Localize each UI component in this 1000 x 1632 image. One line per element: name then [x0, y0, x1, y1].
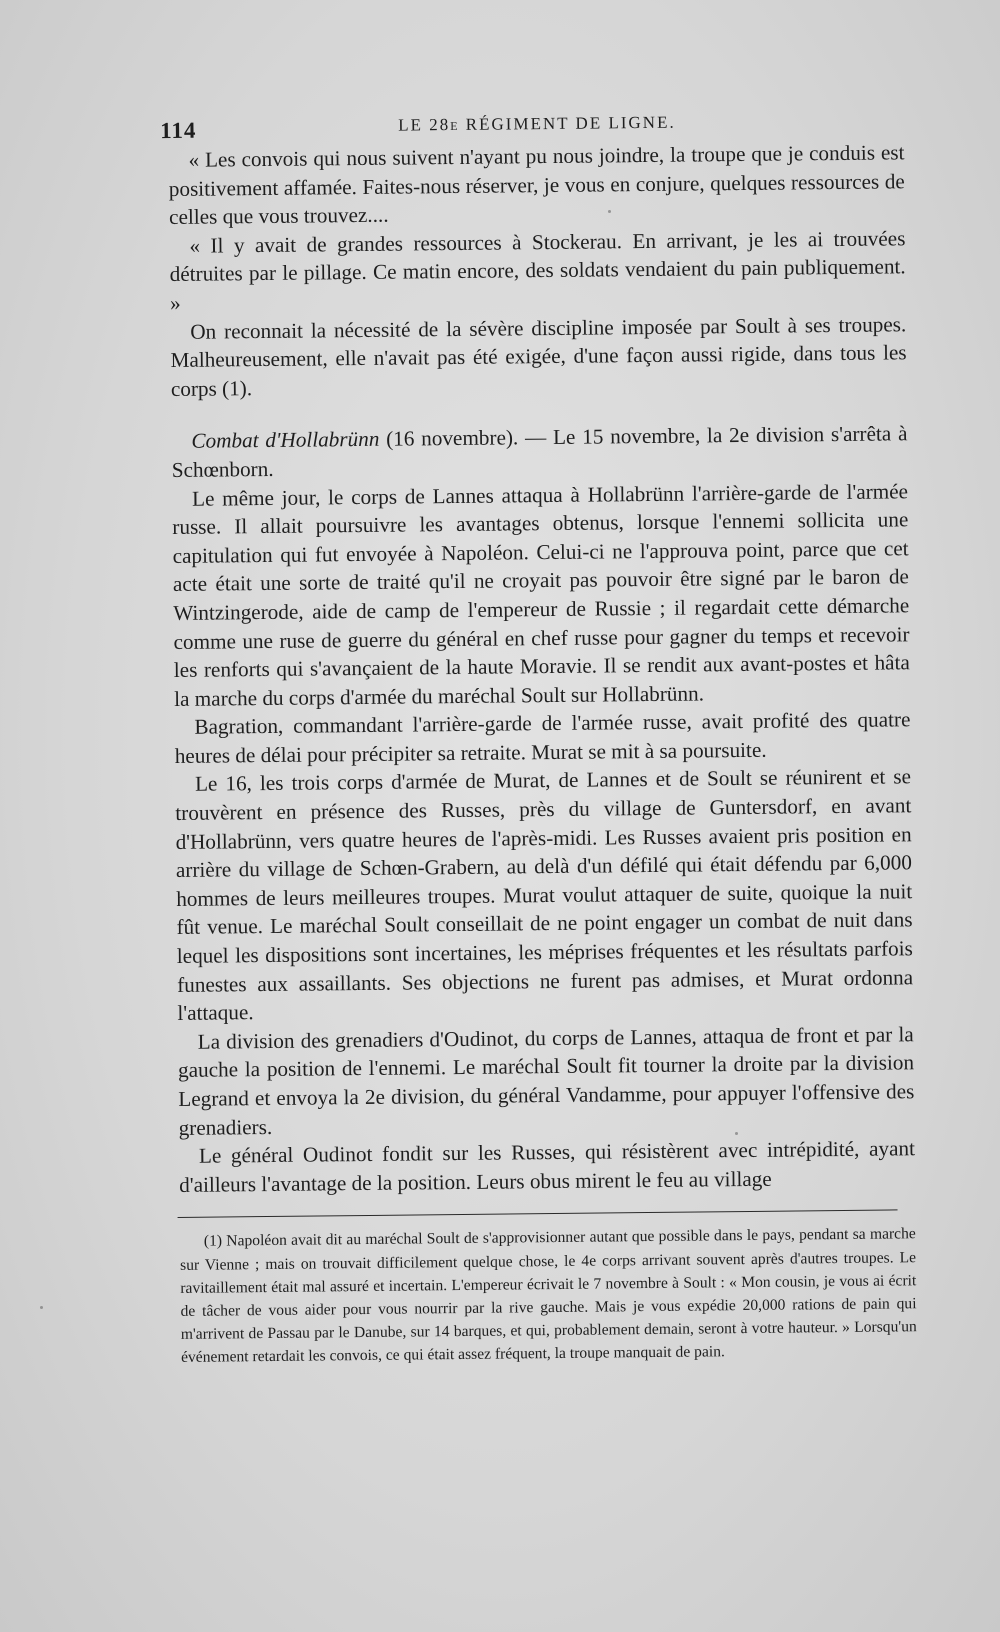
- paragraph: Le général Oudinot fondit sur les Russes, qui résistèrent avec intrépidité, ayant d'ailleurs l'avantage de la position. Leurs obus mirent le feu au village: [179, 1136, 916, 1197]
- paragraph: La division des grenadiers d'Oudinot, du corps de Lannes, attaqua de front et par la gauche la position de l'ennemi. Le maréchal Soult fit tourner la droite par la division Legrand et envoya la 2e division, du général Vandamme, pour appuyer l'offensive des grenadiers.: [177, 1022, 915, 1140]
- running-head: LE 28e RÉGIMENT DE LIGNE.: [398, 112, 676, 135]
- paragraph: Bagration, commandant l'arrière-garde de l'armée russe, avait profité des quatre heures de délai pour précipiter sa retraite. Murat se mit à sa poursuite.: [174, 707, 911, 768]
- page-number: 114: [160, 117, 197, 144]
- paragraph: Le 16, les trois corps d'armée de Murat, de Lannes et de Soult se réunirent et se trouvèrent en présence des Russes, près du village de Guntersdorf, en avant d'Hollabrünn, vers quatre heures de l'après-midi. Les Russes avaient pris position en arrière du village de Schœn-Grabern, au delà d'un défilé qui était défendu par 6,000 hommes de leurs meilleures troupes. Murat voulut attaquer de suite, quoique la nuit fût venue. Le maréchal Soult conseillait de ne point engager un combat de nuit dans lequel les dispositions sont incertaines, les méprises fréquentes et les résultats parfois funestes aux assaillants. Ses objections ne furent pas admises, et Murat ordonna l'attaque.: [175, 764, 914, 1026]
- body-text: [168, 138, 915, 1199]
- footnote: [180, 1223, 917, 1370]
- paragraph: « Il y avait de grandes ressources à Stockerau. En arrivant, je les ai trouvées détruites par le pillage. Ce matin encore, des soldats vendaient du pain publiquement. »: [169, 226, 906, 315]
- paper-speck: [40, 1306, 43, 1309]
- section-heading-rest: (16 novembre). — Le 15 novembre, la 2e division s'arrêta à Schœnborn.: [171, 421, 908, 482]
- paragraph: On reconnait la nécessité de la sévère discipline imposée par Soult à ses troupes. Malheureusement, elle n'avait pas été exigée, d'une façon aussi rigide, dans tous les corps (1).: [170, 311, 907, 401]
- footnote-text: (1) Napoléon avait dit au maréchal Soult de s'approvisionner autant que possible dans le pays, pendant sa marche sur Vienne ; mais on trouvait difficilement quelque chose, le 4e corps arrivant souvent après d'autres troupes. Le ravitaillement était mal assuré et incertain. L'empereur écrivait le 7 novembre à Soult : « Mon cousin, je vous ai écrit de tâcher de vous aider pour vous nourrir par la rive gauche. Mais je vous expédie 20,000 rations de pain qui m'arrivent de Passau par le Danube, sur 14 barques, et qui, probablement demain, seront à votre hauteur. » Lorsqu'un événement retardait les convois, ce qui était assez fréquent, la troupe manquait de pain.: [179, 1225, 917, 1367]
- paragraph: « Les convois qui nous suivent n'ayant pu nous joindre, la troupe que je conduis est positivement affamée. Faites-nous réserver, je vous en conjure, quelques ressources de celles que vous trouvez....: [168, 140, 905, 230]
- page-content: [160, 104, 917, 1369]
- footnote-divider: [178, 1210, 898, 1219]
- paragraph: Le même jour, le corps de Lannes attaqua à Hollabrünn l'arrière-garde de l'armée russe. Il allait poursuivre les avantages obtenus, lorsque l'ennemi sollicita une capitulation qui fut envoyée à Napoléon. Celui-ci ne l'approuva point, parce que cet acte était une sorte de traité qu'il ne croyait pas pouvoir être signé par le baron de Wintzingerode, aide de camp de l'empereur de Russie ; il regardait cette démarche comme une ruse de guerre du général en chef russe pour gagner du temps et recevoir les renforts qui s'avançaient de la haute Moravie. Il se rendit aux avant-postes et hâta la marche du corps d'armée du maréchal Soult sur Hollabrünn.: [172, 478, 910, 711]
- section-heading: Combat d'Hollabrünn: [191, 427, 380, 454]
- section-paragraph: [171, 420, 908, 485]
